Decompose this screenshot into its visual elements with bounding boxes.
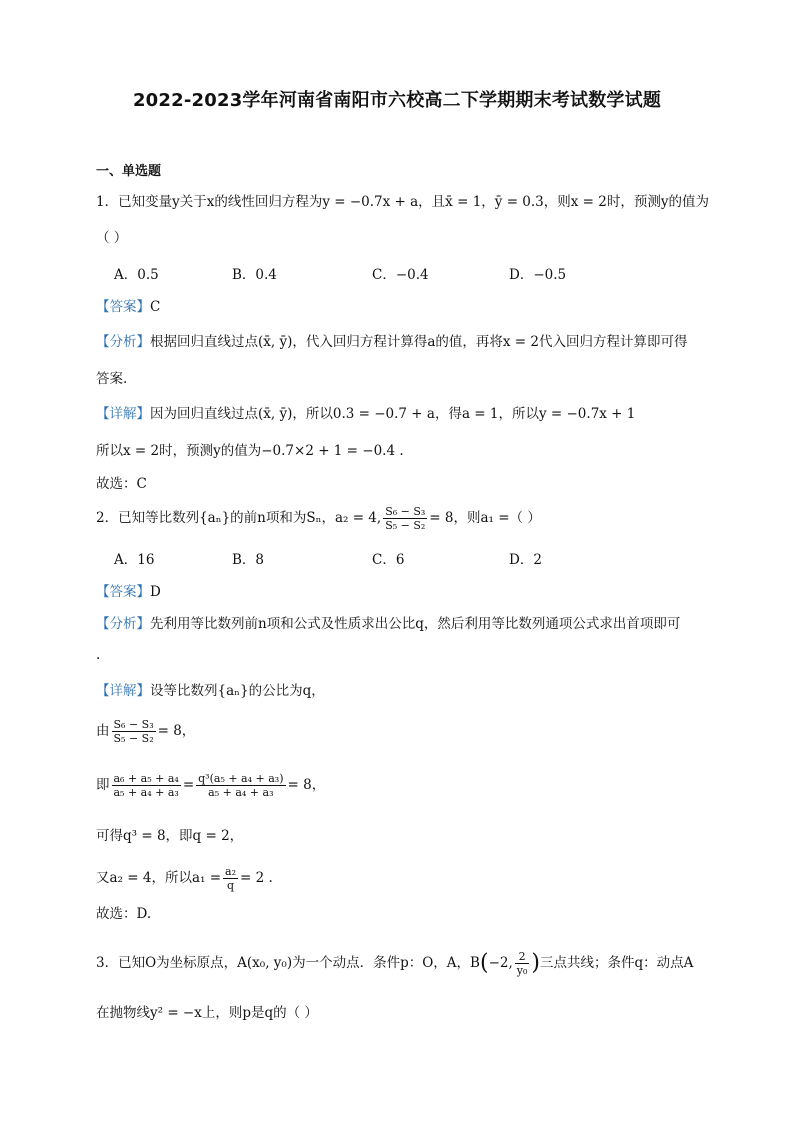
detail-tag: 【详解】 bbox=[96, 683, 150, 699]
step4-pre: 又a₂ = 4，所以a₁ = bbox=[96, 870, 222, 886]
q1-option-b: B．0.4 bbox=[232, 267, 277, 283]
fraction-denominator: S₅ − S₂ bbox=[113, 732, 154, 745]
fraction-numerator: a₂ bbox=[225, 865, 236, 878]
q2-stem-pre: 2．已知等比数列{aₙ}的前n项和为Sₙ，a₂ = 4, bbox=[96, 510, 382, 526]
q1-option-d: D．−0.5 bbox=[509, 267, 567, 283]
q2-step1 bbox=[96, 718, 195, 745]
q1-option-c: C．−0.4 bbox=[372, 267, 429, 283]
step2-fraction-left bbox=[112, 772, 181, 799]
q3-stem-post: 三点共线；条件q：动点A bbox=[539, 955, 694, 971]
fraction-numerator: S₆ − S₃ bbox=[385, 505, 426, 518]
fraction-denominator: a₅ + a₄ + a₃ bbox=[208, 786, 274, 799]
q2-option-b: B．8 bbox=[232, 552, 265, 568]
step1-post: = 8， bbox=[157, 723, 196, 739]
fraction-denominator: q bbox=[226, 879, 235, 892]
answer-tag: 【答案】 bbox=[96, 584, 150, 600]
q1-choose: 故选：C bbox=[96, 476, 147, 492]
q2-option-d: D．2 bbox=[509, 552, 542, 568]
q2-step3: 可得q³ = 8，即q = 2， bbox=[96, 828, 244, 844]
q3-stem-cont: 在抛物线y² = −x上，则p是q的（ ） bbox=[96, 1005, 318, 1021]
step2-pre: 即 bbox=[96, 777, 110, 793]
analysis-tag: 【分析】 bbox=[96, 334, 150, 350]
fraction-denominator: S₅ − S₂ bbox=[385, 519, 426, 532]
fraction-numerator: S₆ − S₃ bbox=[113, 718, 154, 731]
q3-stem-pre: 3．已知O为坐标原点，A(x₀, y₀)为一个动点．条件p：O，A，B bbox=[96, 955, 480, 971]
step4-post: = 2 . bbox=[239, 870, 273, 886]
analysis-tag: 【分析】 bbox=[96, 616, 150, 632]
step1-fraction bbox=[112, 718, 156, 745]
q2-option-c: C．6 bbox=[372, 552, 405, 568]
fraction-numerator: 2 bbox=[515, 950, 530, 964]
fraction-denominator: a₅ + a₄ + a₃ bbox=[113, 786, 179, 799]
paren-close: ) bbox=[531, 950, 540, 976]
q1-analysis-cont: 答案. bbox=[96, 371, 128, 387]
q2-step2 bbox=[96, 772, 325, 799]
q1-blank: （ ） bbox=[96, 230, 128, 246]
fraction-denominator: y₀ bbox=[516, 964, 528, 977]
q3-stem bbox=[96, 950, 693, 977]
q2-stem bbox=[96, 505, 541, 532]
answer-value: C bbox=[150, 299, 161, 315]
detail-tag: 【详解】 bbox=[96, 406, 150, 422]
q2-stem-post: = 8，则a₁ =（ ） bbox=[429, 510, 541, 526]
fraction-numerator: a₆ + a₅ + a₄ bbox=[113, 772, 179, 785]
q1-detail bbox=[96, 404, 635, 424]
analysis-text: 根据回归直线过点(x̄, ȳ)，代入回归方程计算得a的值，再将x = 2代入回归方程计算即可得 bbox=[150, 334, 688, 350]
step1-pre: 由 bbox=[96, 723, 110, 739]
page-title: 2022-2023学年河南省南阳市六校高二下学期期末考试数学试题 bbox=[132, 90, 662, 111]
paren-open: ( bbox=[479, 950, 489, 976]
step2-post: = 8， bbox=[287, 777, 326, 793]
detail-text: 因为回归直线过点(x̄, ȳ)，所以0.3 = −0.7 + a，得a = 1，所以y = −0.7x + 1 bbox=[150, 406, 636, 422]
q2-option-a: A．16 bbox=[114, 552, 155, 568]
q2-stem-fraction bbox=[383, 505, 427, 532]
point-b-x: −2, bbox=[488, 955, 513, 971]
q1-analysis bbox=[96, 332, 688, 352]
step4-fraction bbox=[223, 865, 238, 892]
point-b-fraction bbox=[515, 950, 530, 977]
q1-answer bbox=[96, 297, 160, 317]
step2-equals: = bbox=[182, 777, 195, 793]
q1-detail-cont: 所以x = 2时，预测y的值为−0.7×2 + 1 = −0.4 . bbox=[96, 443, 404, 459]
q2-answer bbox=[96, 582, 161, 602]
q2-analysis-cont: . bbox=[96, 647, 101, 663]
answer-tag: 【答案】 bbox=[96, 299, 150, 315]
q1-stem: 1．已知变量y关于x的线性回归方程为y = −0.7x + a，且x̄ = 1，ȳ = 0.3，则x = 2时，预测y的值为 bbox=[96, 194, 709, 210]
q2-choose: 故选：D. bbox=[96, 906, 152, 922]
analysis-text: 先利用等比数列前n项和公式及性质求出公比q，然后利用等比数列通项公式求出首项即可 bbox=[150, 616, 681, 632]
q2-analysis bbox=[96, 614, 680, 634]
answer-value: D bbox=[150, 584, 161, 600]
detail-text: 设等比数列{aₙ}的公比为q， bbox=[150, 683, 325, 699]
section-heading: 一、单选题 bbox=[96, 164, 162, 179]
q1-option-a: A．0.5 bbox=[114, 267, 159, 283]
step2-fraction-right bbox=[196, 772, 285, 799]
q2-detail bbox=[96, 681, 325, 701]
q2-step4 bbox=[96, 865, 273, 892]
fraction-numerator: q³(a₅ + a₄ + a₃) bbox=[198, 772, 284, 785]
